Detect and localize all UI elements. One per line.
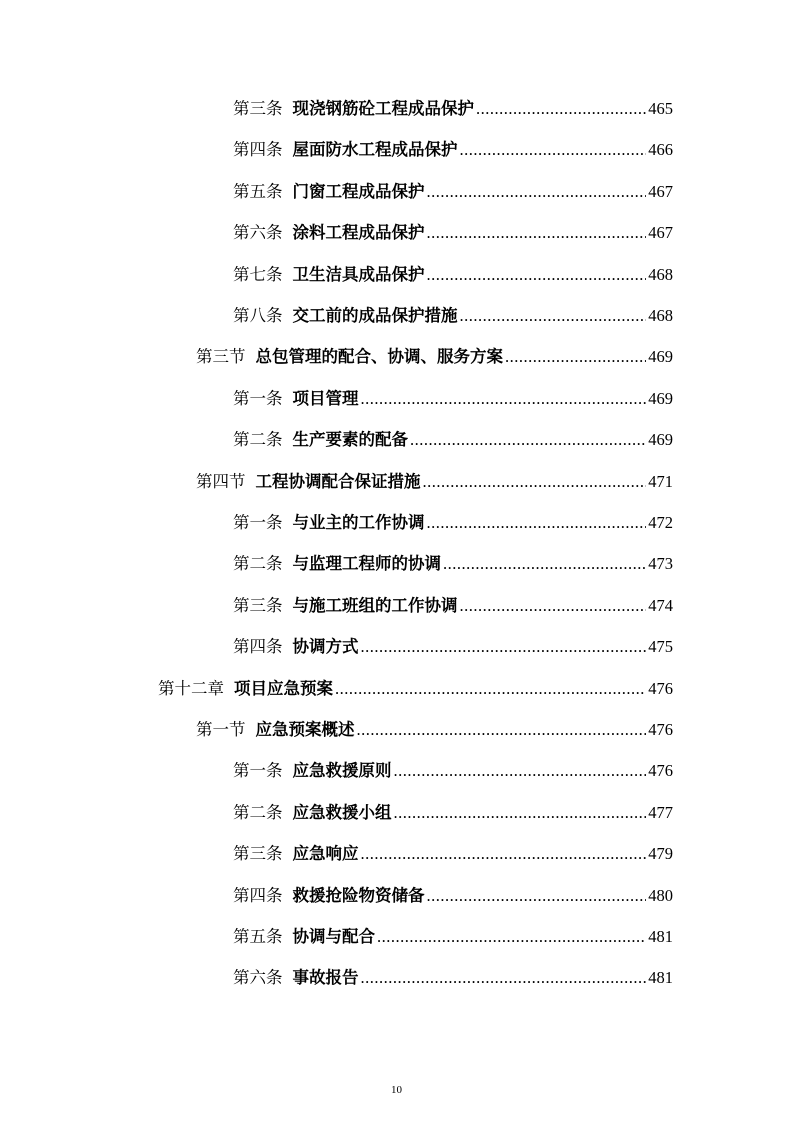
toc-entry-number: 第四条 bbox=[233, 637, 283, 657]
toc-entry-title: 卫生洁具成品保护 bbox=[292, 264, 425, 284]
toc-entry[interactable] bbox=[233, 884, 673, 908]
toc-entry-title: 与业主的工作协调 bbox=[292, 513, 425, 532]
toc-entry-title: 生产要素的配备 bbox=[292, 430, 408, 450]
toc-entry-title: 涂料工程成品保护 bbox=[292, 223, 425, 243]
toc-dot-leader bbox=[410, 428, 646, 452]
toc-entry-page: 471 bbox=[648, 471, 673, 491]
toc-dot-leader bbox=[394, 801, 647, 825]
toc-entry-page: 480 bbox=[648, 885, 673, 905]
toc-entry-page: 468 bbox=[648, 306, 673, 325]
toc-entry-page: 477 bbox=[648, 802, 673, 822]
toc-entry-page: 474 bbox=[648, 595, 673, 615]
toc-entry[interactable] bbox=[233, 511, 673, 535]
toc-entry[interactable] bbox=[233, 387, 673, 411]
toc-entry-page: 481 bbox=[648, 968, 673, 988]
toc-dot-leader bbox=[361, 966, 647, 990]
toc-entry-number: 第六条 bbox=[233, 968, 283, 988]
toc-entry[interactable] bbox=[196, 470, 673, 494]
page-number: 10 bbox=[391, 1084, 402, 1096]
toc-entry-title: 应急响应 bbox=[292, 844, 359, 864]
toc-dot-leader bbox=[335, 677, 646, 701]
toc-entry-page: 481 bbox=[648, 927, 673, 946]
toc-entry-page: 469 bbox=[648, 347, 673, 367]
toc-entry-page: 467 bbox=[648, 223, 673, 243]
toc-entry[interactable] bbox=[233, 594, 673, 618]
toc-entry-title: 门窗工程成品保护 bbox=[292, 181, 425, 201]
toc-dot-leader bbox=[423, 470, 647, 494]
toc-dot-leader bbox=[427, 180, 647, 204]
toc-entry-page: 465 bbox=[648, 99, 673, 118]
toc-entry-number: 第二条 bbox=[233, 802, 283, 822]
toc-entry-title: 协调与配合 bbox=[292, 927, 375, 946]
toc-entry-page: 476 bbox=[648, 720, 673, 739]
toc-entry[interactable] bbox=[196, 718, 673, 742]
toc-entry[interactable] bbox=[233, 966, 673, 990]
toc-dot-leader bbox=[394, 759, 647, 783]
toc-entry-title: 项目管理 bbox=[292, 388, 359, 408]
toc-entry-title: 现浇钢筋砼工程成品保护 bbox=[292, 99, 474, 118]
toc-entry-title: 救援抢险物资储备 bbox=[292, 885, 425, 905]
toc-entry-page: 469 bbox=[648, 430, 673, 450]
toc-dot-leader bbox=[460, 594, 647, 618]
toc-entry-title: 协调方式 bbox=[292, 637, 359, 657]
toc-entry-title: 屋面防水工程成品保护 bbox=[292, 140, 458, 160]
toc-entry-number: 第五条 bbox=[233, 927, 283, 946]
toc-entry-page: 472 bbox=[648, 513, 673, 532]
toc-dot-leader bbox=[460, 304, 647, 328]
toc-entry-number: 第三节 bbox=[196, 347, 246, 367]
toc-dot-leader bbox=[361, 842, 647, 866]
toc-entry[interactable] bbox=[233, 842, 673, 866]
toc-entry-title: 应急预案概述 bbox=[255, 720, 355, 739]
toc-entry[interactable] bbox=[233, 138, 673, 162]
toc-entry-number: 第四条 bbox=[233, 885, 283, 905]
toc-entry-number: 第一条 bbox=[233, 761, 283, 781]
toc-dot-leader bbox=[361, 635, 647, 659]
toc-entry-page: 466 bbox=[648, 140, 673, 160]
toc-entry[interactable] bbox=[233, 925, 673, 949]
toc-entry[interactable] bbox=[233, 304, 673, 328]
toc-entry-number: 第二条 bbox=[233, 430, 283, 450]
toc-entry-number: 第六条 bbox=[233, 223, 283, 243]
toc-entry-page: 469 bbox=[648, 388, 673, 408]
toc-entry-number: 第五条 bbox=[233, 181, 283, 201]
toc-entry-number: 第一条 bbox=[233, 513, 283, 532]
toc-entry-page: 476 bbox=[648, 678, 673, 698]
toc-entry-title: 事故报告 bbox=[292, 968, 359, 988]
toc-entry[interactable] bbox=[233, 759, 673, 783]
toc-dot-leader bbox=[427, 263, 647, 287]
toc-entry-number: 第一节 bbox=[196, 720, 246, 739]
toc-dot-leader bbox=[427, 511, 647, 535]
toc-entry[interactable] bbox=[233, 97, 673, 121]
toc-entry-number: 第三条 bbox=[233, 99, 283, 118]
toc-dot-leader bbox=[377, 925, 646, 949]
toc-entry[interactable] bbox=[233, 221, 673, 245]
toc-dot-leader bbox=[427, 884, 647, 908]
toc-dot-leader bbox=[505, 345, 646, 369]
toc-dot-leader bbox=[443, 552, 646, 576]
toc-entry[interactable] bbox=[233, 552, 673, 576]
toc-entry-number: 第三条 bbox=[233, 595, 283, 615]
toc-entry[interactable] bbox=[196, 345, 673, 369]
toc-entry-number: 第一条 bbox=[233, 388, 283, 408]
toc-entry-page: 476 bbox=[648, 761, 673, 781]
toc-entry[interactable] bbox=[233, 428, 673, 452]
toc-entry-page: 468 bbox=[648, 264, 673, 284]
toc-entry-title: 交工前的成品保护措施 bbox=[292, 306, 458, 325]
toc-entry-number: 第四节 bbox=[196, 471, 246, 491]
toc-entry[interactable] bbox=[233, 801, 673, 825]
toc-entry-title: 应急救援小组 bbox=[292, 802, 392, 822]
toc-dot-leader bbox=[476, 97, 646, 121]
toc-entry-title: 与监理工程师的协调 bbox=[292, 554, 441, 574]
toc-entry[interactable] bbox=[233, 180, 673, 204]
toc-entry-number: 第三条 bbox=[233, 844, 283, 864]
toc-entry-page: 479 bbox=[648, 844, 673, 864]
toc-entry-number: 第四条 bbox=[233, 140, 283, 160]
toc-entry-number: 第二条 bbox=[233, 554, 283, 574]
toc-entry[interactable] bbox=[158, 677, 673, 701]
toc-dot-leader bbox=[460, 138, 647, 162]
toc-entry-number: 第十二章 bbox=[158, 678, 224, 698]
toc-entry-title: 总包管理的配合、协调、服务方案 bbox=[255, 347, 503, 367]
toc-dot-leader bbox=[361, 387, 647, 411]
toc-dot-leader bbox=[427, 221, 647, 245]
toc-entry-page: 473 bbox=[648, 554, 673, 574]
toc-entry-title: 工程协调配合保证措施 bbox=[255, 471, 421, 491]
toc-entry-page: 467 bbox=[648, 181, 673, 201]
toc-dot-leader bbox=[357, 718, 647, 742]
toc-entry[interactable] bbox=[233, 263, 673, 287]
toc-entry[interactable] bbox=[233, 635, 673, 659]
toc-entry-title: 与施工班组的工作协调 bbox=[292, 595, 458, 615]
toc-entry-title: 项目应急预案 bbox=[234, 678, 333, 698]
toc-entry-page: 475 bbox=[648, 637, 673, 657]
toc-entry-title: 应急救援原则 bbox=[292, 761, 392, 781]
toc-entry-number: 第八条 bbox=[233, 306, 283, 325]
toc-entry-number: 第七条 bbox=[233, 264, 283, 284]
